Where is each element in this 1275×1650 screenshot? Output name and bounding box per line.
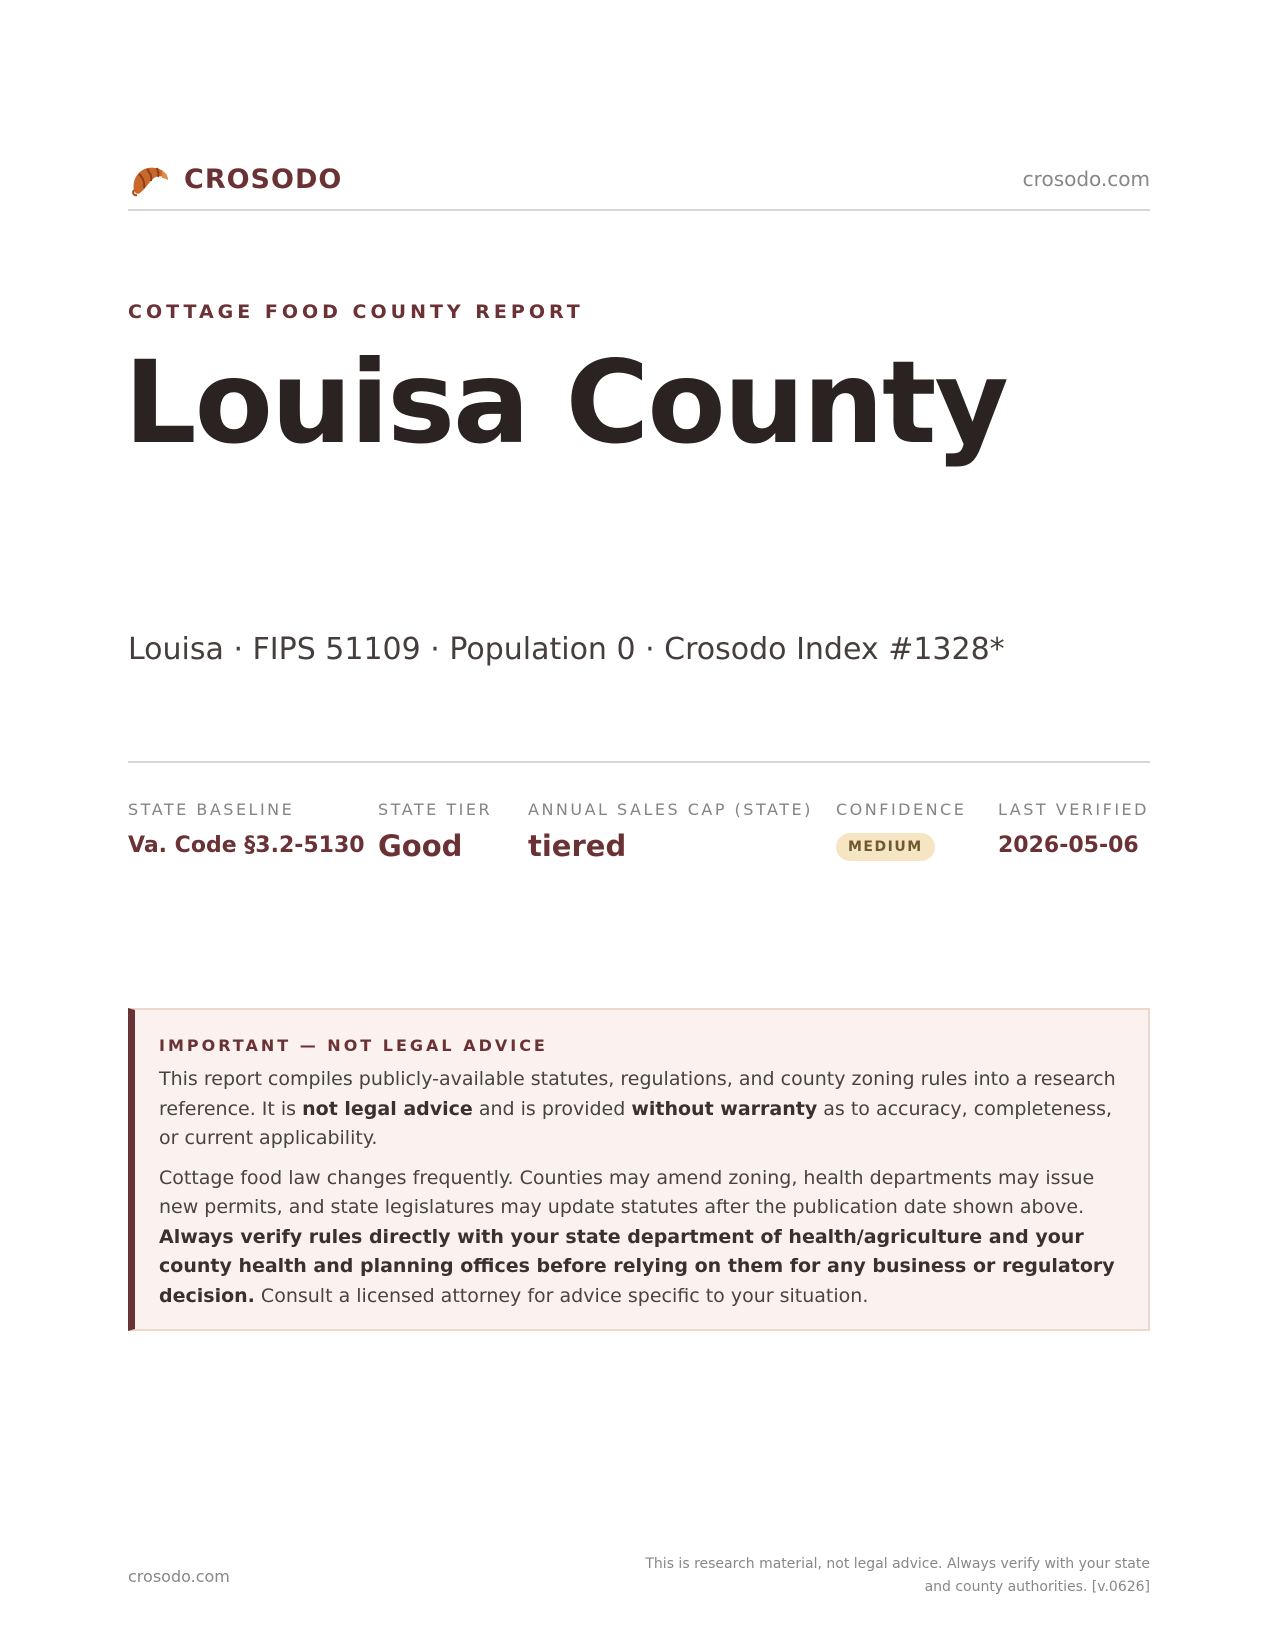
stat-last-verified — [998, 800, 1149, 858]
stat-confidence — [836, 800, 966, 861]
notice-emphasis: not legal advice — [302, 1097, 473, 1120]
county-summary: Louisa · FIPS 51109 · Population 0 · Crosodo Index #1328* — [128, 632, 1005, 667]
stat-value: tiered — [528, 829, 627, 863]
notice-paragraph — [159, 1164, 1131, 1312]
notice-heading: IMPORTANT — NOT LEGAL ADVICE — [159, 1036, 548, 1055]
page-title: Louisa County — [124, 336, 1007, 469]
page-header — [128, 158, 1150, 202]
brand-name: CROSODO — [184, 164, 343, 195]
legal-notice — [128, 1008, 1150, 1331]
report-page — [124, 0, 1150, 1650]
footer-disclaimer-line: This is research material, not legal advice. Always verify with your state — [645, 1556, 1150, 1572]
stat-state-baseline — [128, 800, 365, 858]
footer-disclaimer-line: and county authorities. [v.0626] — [924, 1579, 1150, 1595]
notice-emphasis: Always verify rules directly with your state department of health/agriculture and your county health and planning offices before relying on them for any business or regulatory decision. — [159, 1225, 1115, 1307]
report-eyebrow: COTTAGE FOOD COUNTY REPORT — [128, 301, 584, 323]
notice-paragraph — [159, 1065, 1131, 1154]
croissant-icon — [128, 160, 172, 200]
section-divider — [128, 761, 1150, 763]
stat-label: STATE TIER — [378, 800, 493, 819]
notice-body — [159, 1065, 1131, 1311]
notice-text: Cottage food law changes frequently. Counties may amend zoning, health departments may issue new permits, and state legislatures may update statutes after the publication date shown above. — [159, 1166, 1095, 1218]
stat-value: Good — [378, 829, 463, 863]
stat-sales-cap — [528, 800, 813, 863]
footer-disclaimer — [590, 1553, 1150, 1599]
stat-label: STATE BASELINE — [128, 800, 295, 819]
stat-label: LAST VERIFIED — [998, 800, 1149, 819]
site-url[interactable]: crosodo.com — [1022, 167, 1150, 191]
notice-text: Consult a licensed attorney for advice specific to your situation. — [254, 1284, 869, 1307]
notice-emphasis: without warranty — [631, 1097, 818, 1120]
notice-text: This report compiles publicly-available statutes, regulations, and county zoning rules into a research reference. It is — [159, 1068, 1116, 1120]
header-divider — [128, 209, 1150, 211]
notice-text: and is provided — [472, 1097, 632, 1120]
stat-label: CONFIDENCE — [836, 800, 967, 819]
stat-value: 2026-05-06 — [998, 833, 1139, 858]
stat-value: Va. Code §3.2-5130 — [128, 833, 365, 858]
notice-text: as to accuracy, completeness, or current applicability. — [159, 1097, 1113, 1149]
footer-site-url[interactable]: crosodo.com — [128, 1567, 230, 1586]
stat-label: ANNUAL SALES CAP (STATE) — [528, 800, 813, 819]
confidence-badge: MEDIUM — [836, 833, 935, 861]
stat-state-tier — [378, 800, 492, 863]
